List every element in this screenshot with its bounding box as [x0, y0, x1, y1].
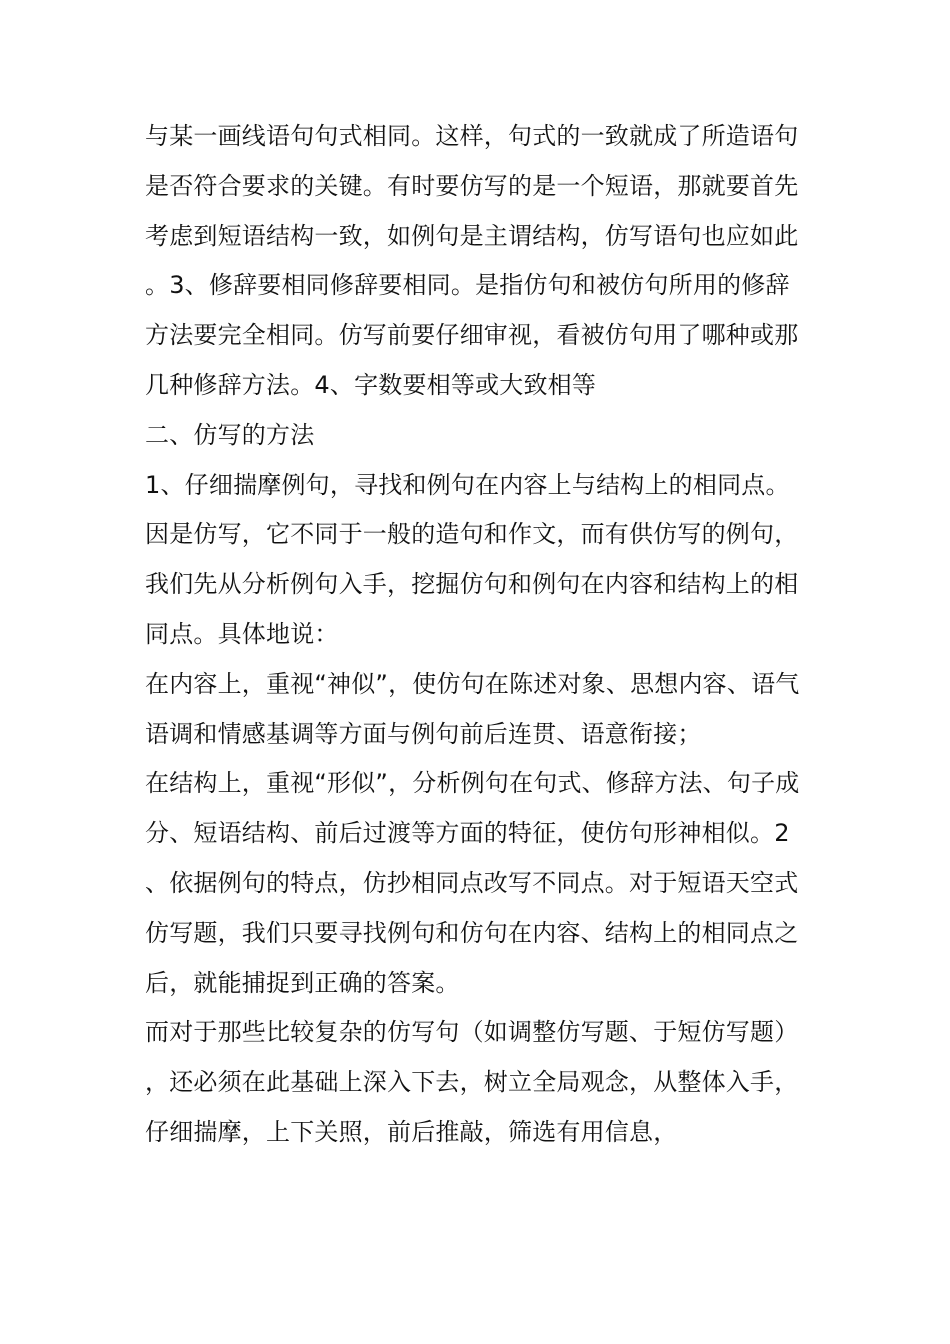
paragraph-content-similarity: 在内容上，重视“神似”，使仿句在陈述对象、思想内容、语气语调和情感基调等方面与例句前后连贯、语意衔接；	[145, 669, 800, 748]
paragraph-structure-similarity: 在结构上，重视“形似”，分析例句在句式、修辞方法、句子成分、短语结构、前后过渡等方面的特征，使仿句形神相似。2、依据例句的特点，仿抄相同点改写不同点。对于短语天空式仿写题，我们只要寻找例句和仿句在内容、结构上的相同点之后，就能捕捉到正确的答案。	[145, 769, 800, 997]
paragraph-method-1: 1、仔细揣摩例句，寻找和例句在内容上与结构上的相同点。因是仿写，它不同于一般的造句和作文，而有供仿写的例句，我们先从分析例句入手，挖掘仿句和例句在内容和结构上的相同点。具体地说：	[145, 470, 799, 648]
document-body	[145, 112, 805, 1158]
paragraph-complex-imitation: 而对于那些比较复杂的仿写句（如调整仿写题、于短仿写题），还必须在此基础上深入下去，树立全局观念，从整体入手，仔细揣摩，上下关照，前后推敲，筛选有用信息，	[145, 1018, 799, 1146]
section-heading-methods: 二、仿写的方法	[145, 420, 315, 449]
paragraph-sentence-structure: 与某一画线语句句式相同。这样，句式的一致就成了所造语句是否符合要求的关键。有时要仿写的是一个短语，那就要首先考虑到短语结构一致，如例句是主谓结构，仿写语句也应如此。3、修辞要相同修辞要相同。是指仿句和被仿句所用的修辞方法要完全相同。仿写前要仔细审视，看被仿句用了哪种或那几种修辞方法。4、字数要相等或大致相等	[145, 122, 799, 399]
